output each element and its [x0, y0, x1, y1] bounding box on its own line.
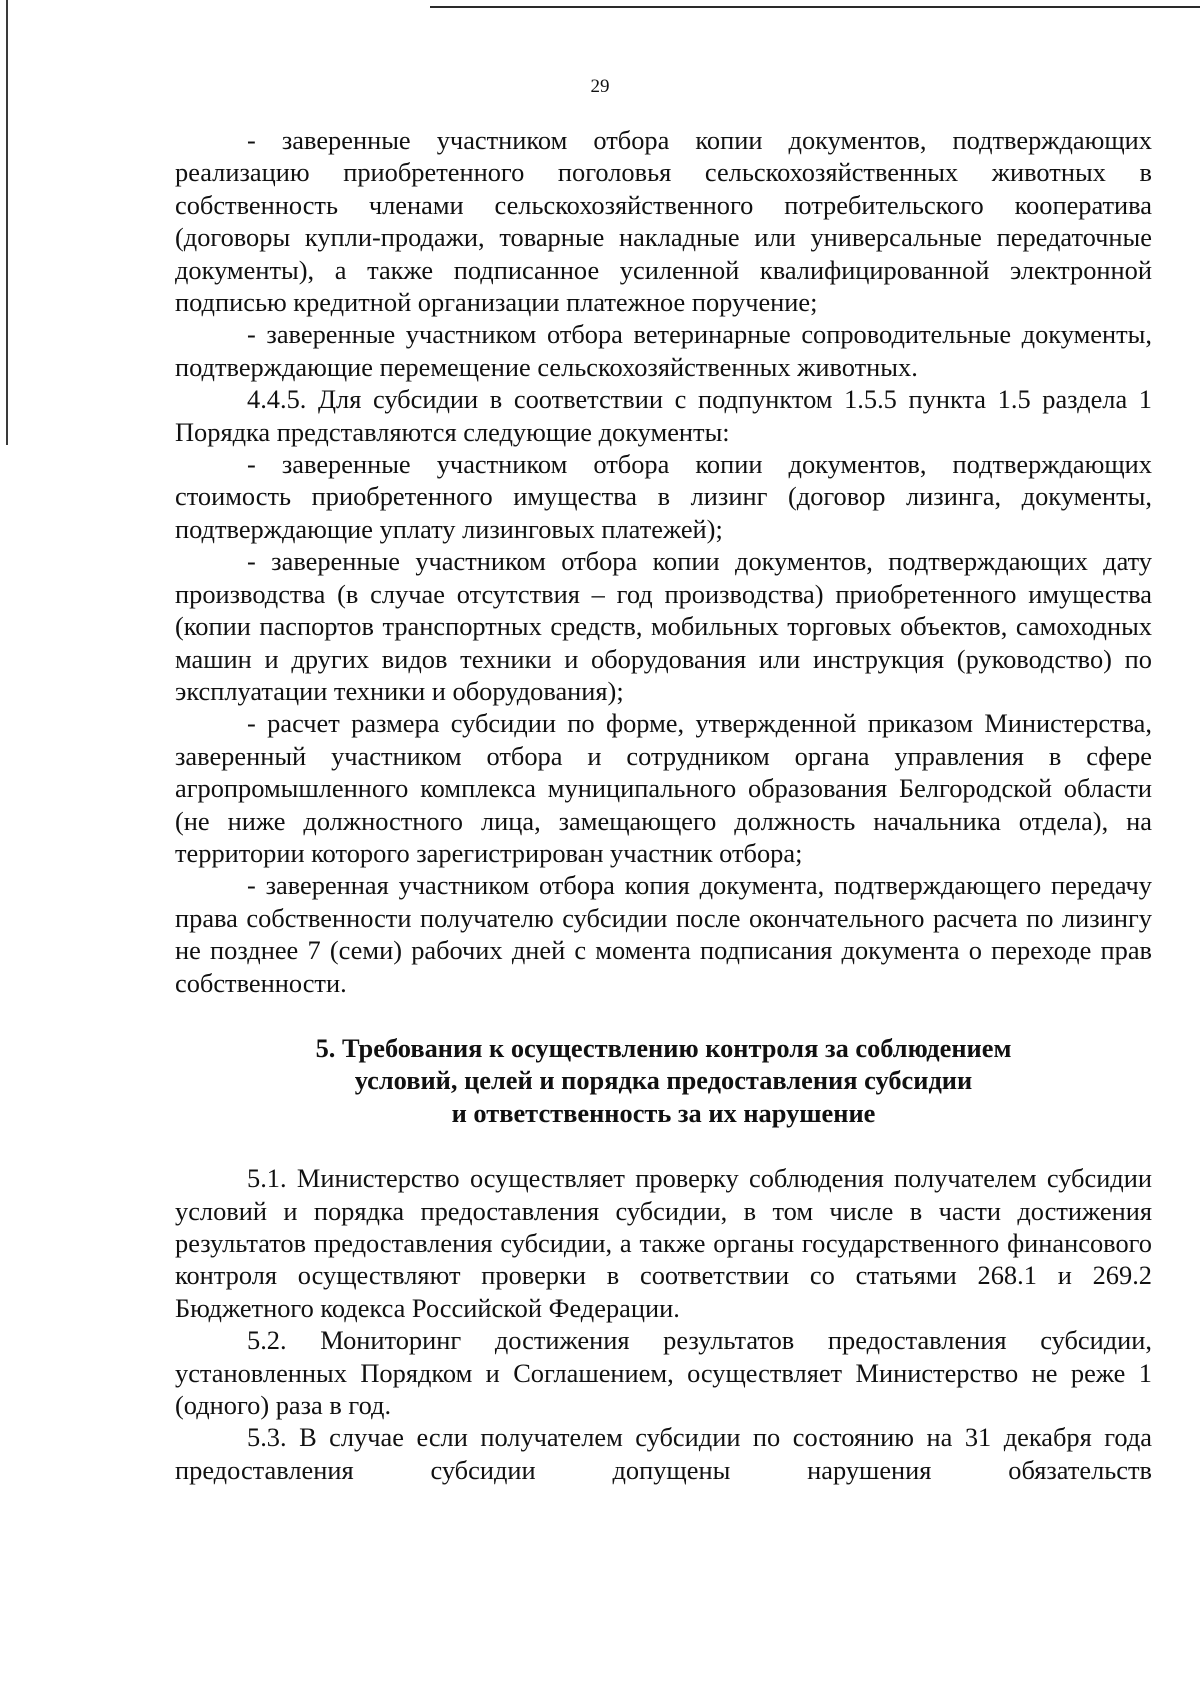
scan-edge-top [430, 6, 1200, 8]
section-heading-line: и ответственность за их нарушение [451, 1097, 876, 1128]
document-body [175, 124, 1152, 1486]
section-heading-line: 5. Требования к осуществлению контроля за соблюдением [315, 1032, 1012, 1063]
paragraph-subsidy-calculation: - расчет размера субсидии по форме, утвержденной приказом Министерства, заверенный участником отбора и сотрудником органа управления в сфере агропромышленного комплекса муниципального образования Белгородской области (не ниже должностного лица, замещающего должность начальника отдела), на территории которого зарегистрирован участник отбора; [175, 708, 1152, 868]
section-5-heading [175, 1032, 1152, 1129]
paragraph-5-1: 5.1. Министерство осуществляет проверку соблюдения получателем субсидии условий и порядка предоставления субсидии, в том числе в части достижения результатов предоставления субсидии, а также органы государственного финансового контроля осуществляют проверки в соответствии со статьями 268.1 и 269.2 Бюджетного кодекса Российской Федерации. [175, 1163, 1152, 1323]
section-heading-line: условий, целей и порядка предоставления субсидии [354, 1065, 973, 1096]
paragraph-copies-livestock-sale: - заверенные участником отбора копии документов, подтверждающих реализацию приобретенного поголовья сельскохозяйственных животных в собственность членами сельскохозяйственного потребительского кооператива (договоры купли-продажи, товарные накладные или универсальные передаточные документы), а также подписанное усиленной квалифицированной электронной подписью кредитной организации платежное поручение; [175, 125, 1152, 318]
paragraph-5-3: 5.3. В случае если получателем субсидии по состоянию на 31 декабря года предоставления субсидии допущены нарушения обязательств [175, 1422, 1152, 1485]
scan-edge-left [6, 0, 8, 445]
paragraph-ownership-transfer: - заверенная участником отбора копия документа, подтверждающего передачу права собственности получателю субсидии после окончательного расчета по лизингу не позднее 7 (семи) рабочих дней с момента подписания документа о переходе прав собственности. [175, 870, 1152, 998]
paragraph-production-date-documents: - заверенные участником отбора копии документов, подтверждающих дату производства (в случае отсутствия – год производства) приобретенного имущества (копии паспортов транспортных средств, мобильных торговых объектов, самоходных машин и других видов техники и оборудования или инструкция (руководство) по эксплуатации техники и оборудования); [175, 546, 1152, 706]
paragraph-leasing-cost-documents: - заверенные участником отбора копии документов, подтверждающих стоимость приобретенного имущества в лизинг (договор лизинга, документы, подтверждающие уплату лизинговых платежей); [175, 449, 1152, 544]
paragraph-veterinary-documents: - заверенные участником отбора ветеринарные сопроводительные документы, подтверждающие перемещение сельскохозяйственных животных. [175, 319, 1152, 382]
page-number: 29 [590, 76, 610, 97]
paragraph-4-4-5: 4.4.5. Для субсидии в соответствии с подпунктом 1.5.5 пункта 1.5 раздела 1 Порядка представляются следующие документы: [175, 384, 1152, 447]
paragraph-5-2: 5.2. Мониторинг достижения результатов предоставления субсидии, установленных Порядком и Соглашением, осуществляет Министерство не реже 1 (одного) раза в год. [175, 1325, 1152, 1421]
